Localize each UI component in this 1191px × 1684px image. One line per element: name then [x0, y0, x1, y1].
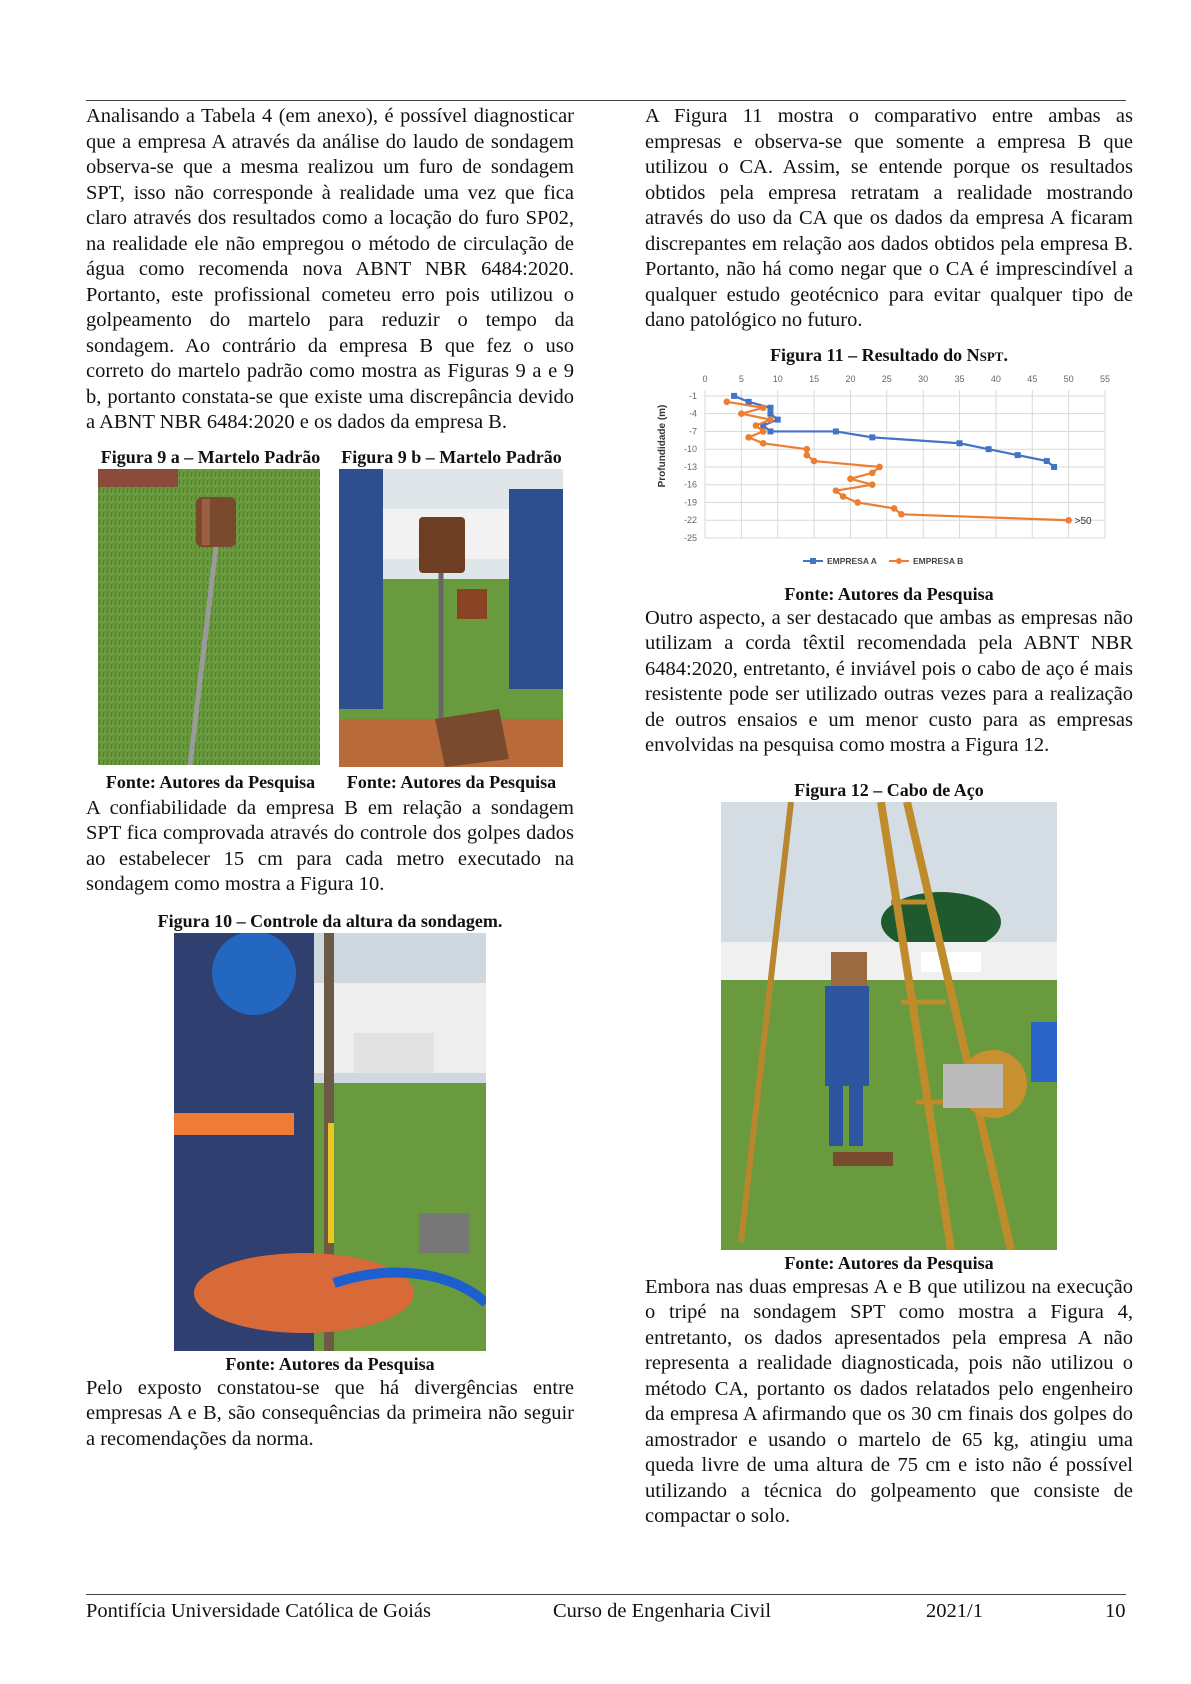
chart-point — [811, 457, 818, 464]
chart-point — [753, 422, 760, 429]
chart-x-tick-label: 55 — [1099, 373, 1111, 384]
left-column — [86, 104, 574, 1452]
header-rule — [86, 100, 1126, 101]
footer-institution: Pontifícia Universidade Católica de Goiás — [86, 1600, 431, 1622]
hammer-photo-9a — [98, 469, 320, 765]
figure-source: Fonte: Autores da Pesquisa — [225, 1353, 435, 1374]
chart-point — [869, 481, 876, 488]
chart-point — [731, 392, 737, 398]
paragraph: Outro aspecto, a ser destacado que ambas as empresas não utilizam a corda têxtil recomendada pela ABNT NBR 6484:2020, entretanto, é inviável pois o cabo de aço é mais resistente pode ser utilizado outras vezes para a realização de outros ensaios e um menor custo para as empresas envolvidas na pesquisa como mostra a Figura 12. — [645, 606, 1133, 756]
chart-point — [869, 434, 875, 440]
figure-caption: Figura 9 a – Martelo Padrão — [100, 446, 321, 467]
chart-y-tick-label: -13 — [683, 461, 697, 472]
figure-source: Fonte: Autores da Pesquisa — [346, 771, 557, 792]
figure-9b — [339, 446, 564, 767]
figure-caption-subscript: SPT — [979, 348, 1004, 364]
chart-point — [767, 410, 773, 416]
chart-point — [869, 469, 876, 476]
chart-point — [1044, 458, 1050, 464]
legend-marker-a — [810, 558, 816, 564]
chart-x-tick-label: 0 — [702, 373, 708, 384]
chart-point — [957, 440, 963, 446]
chart-x-tick-label: 50 — [1063, 373, 1074, 384]
chart-point — [833, 487, 840, 494]
hammer-photo-9b — [339, 469, 563, 767]
figure-caption: Figura 9 b – Martelo Padrão — [341, 446, 562, 467]
footer-semester: 2021/1 — [926, 1600, 983, 1622]
figure-source: Fonte: Autores da Pesquisa — [105, 771, 316, 792]
chart-series — [724, 392, 1072, 523]
chart-point — [767, 404, 773, 410]
figure-caption: Figura 12 – Cabo de Aço — [794, 779, 984, 800]
chart-y-ticks — [684, 390, 697, 542]
chart-x-tick-label: 45 — [1027, 373, 1038, 384]
figure-source: Fonte: Autores da Pesquisa — [784, 583, 994, 604]
chart-point — [745, 434, 752, 441]
chart-point — [833, 428, 839, 434]
figure-source: Fonte: Autores da Pesquisa — [784, 1252, 994, 1273]
chart-point — [775, 416, 781, 422]
right-column — [645, 104, 1133, 1530]
chart-point — [986, 446, 992, 452]
chart-point — [760, 404, 767, 411]
chart-point — [898, 511, 905, 518]
paragraph: Pelo exposto constatou-se que há divergências entre empresas A e B, são consequências da primeira não seguir a recomendações da norma. — [86, 1376, 574, 1450]
chart-point — [891, 505, 898, 512]
chart-y-tick-label: -7 — [688, 425, 697, 436]
legend-marker-b — [896, 558, 902, 564]
chart-x-ticks — [702, 374, 1110, 384]
nspt-chart — [645, 368, 1133, 578]
chart-x-tick-label: 35 — [954, 373, 965, 384]
chart-y-tick-label: -19 — [683, 496, 697, 507]
chart-point — [1065, 516, 1072, 523]
legend-label-b: EMPRESA B — [913, 555, 964, 566]
chart-x-tick-label: 15 — [809, 373, 820, 384]
chart-point — [724, 398, 731, 405]
chart-x-tick-label: 20 — [845, 373, 856, 384]
chart-point — [854, 499, 861, 506]
chart-legend — [803, 556, 963, 566]
chart-point — [767, 428, 773, 434]
paragraph: A Figura 11 mostra o comparativo entre ambas as empresas e observa-se que somente a empresa B que utilizou o CA. Assim, se entende porque os resultados obtidos pela empresa retratam a realidade mostrando através do uso da CA que os dados da empresa A ficaram discrepantes em relação aos dados obtidos pela empresa B. Portanto, não há como negar que o CA é imprescindível a qualquer estudo geotécnico para evitar qualquer tipo de dano patológico no futuro. — [645, 105, 1133, 331]
chart-x-tick-label: 30 — [918, 373, 929, 384]
chart-annotation: >50 — [1074, 515, 1092, 527]
chart-point — [804, 445, 811, 452]
chart-point — [804, 451, 811, 458]
chart-point — [760, 439, 767, 446]
figure-caption-main: Figura 11 – Resultado do N — [770, 344, 980, 365]
chart-x-tick-label: 10 — [772, 373, 783, 384]
chart-x-tick-label: 25 — [881, 373, 892, 384]
footer-rule — [86, 1594, 1126, 1595]
chart-point — [1051, 463, 1057, 469]
paragraph: Analisando a Tabela 4 (em anexo), é possível diagnosticar que a empresa A através da análise do laudo de sondagem observa-se que a mesma realizou um furo de sondagem SPT, isso não corresponde à realidade uma vez que fica claro através dos resultados como a locação do furo SP02, na realidade ele não empregou o método de circulação de água como recomenda nova ABNT NBR 6484:2020. Portanto, este profissional cometeu erro pois utilizou o golpeamento do martelo para reduzir o tempo da sondagem. Ao contrário da empresa B que fez o uso correto do martelo padrão como mostra as Figuras 9 a e 9 b, portanto constata-se que existe uma discrepância devido a ABNT NBR 6484:2020 e os dados da empresa B. — [86, 105, 574, 433]
chart-y-tick-label: -4 — [688, 408, 697, 419]
chart-point — [767, 416, 774, 423]
chart-y-tick-label: -1 — [688, 390, 697, 401]
chart-point — [876, 463, 883, 470]
figure-9a — [98, 446, 323, 767]
chart-point — [760, 428, 767, 435]
chart-point — [738, 410, 745, 417]
figure-caption-end: . — [1003, 344, 1008, 365]
chart-y-axis-label: Profundidade (m) — [657, 404, 668, 487]
chart-y-tick-label: -16 — [683, 479, 697, 490]
figure-9-sources — [86, 771, 574, 794]
figure-caption: Figura 10 – Controle da altura da sondagem. — [157, 910, 503, 931]
footer-course: Curso de Engenharia Civil — [553, 1600, 772, 1622]
chart-x-tick-label: 40 — [990, 373, 1001, 384]
chart-point — [840, 493, 847, 500]
chart-y-tick-label: -25 — [683, 532, 697, 543]
height-control-photo — [174, 933, 486, 1351]
paragraph: A confiabilidade da empresa B em relação a sondagem SPT fica comprovada através do controle dos golpes dados ao estabelecer 15 cm para cada metro executado na sondagem como mostra a Figura 10. — [86, 796, 574, 895]
chart-point — [1015, 452, 1021, 458]
paragraph: Embora nas duas empresas A e B que utilizou na execução o tripé na sondagem SPT como mostra a Figura 4, entretanto, os dados apresentados pela empresa A não representa a realidade diagnosticada, pois não utilizou o método CA, portanto os dados relatados pelo engenheiro da empresa A afirmando que os 30 cm finais dos golpes do amostrador e usando o martelo de 65 kg, atingiu uma queda livre de uma altura de 75 cm e isto não é possível utilizando a técnica do golpeamento que consiste de compactar o solo. — [645, 1275, 1133, 1527]
legend-label-a: EMPRESA A — [827, 555, 877, 566]
footer-page-number: 10 — [1105, 1600, 1126, 1622]
chart-x-tick-label: 5 — [738, 373, 744, 384]
figure-9-row — [86, 446, 574, 767]
chart-y-tick-label: -10 — [683, 443, 697, 454]
chart-y-tick-label: -22 — [683, 514, 697, 525]
chart-point — [847, 475, 854, 482]
figure-caption — [645, 344, 1133, 368]
steel-cable-photo — [721, 802, 1057, 1250]
